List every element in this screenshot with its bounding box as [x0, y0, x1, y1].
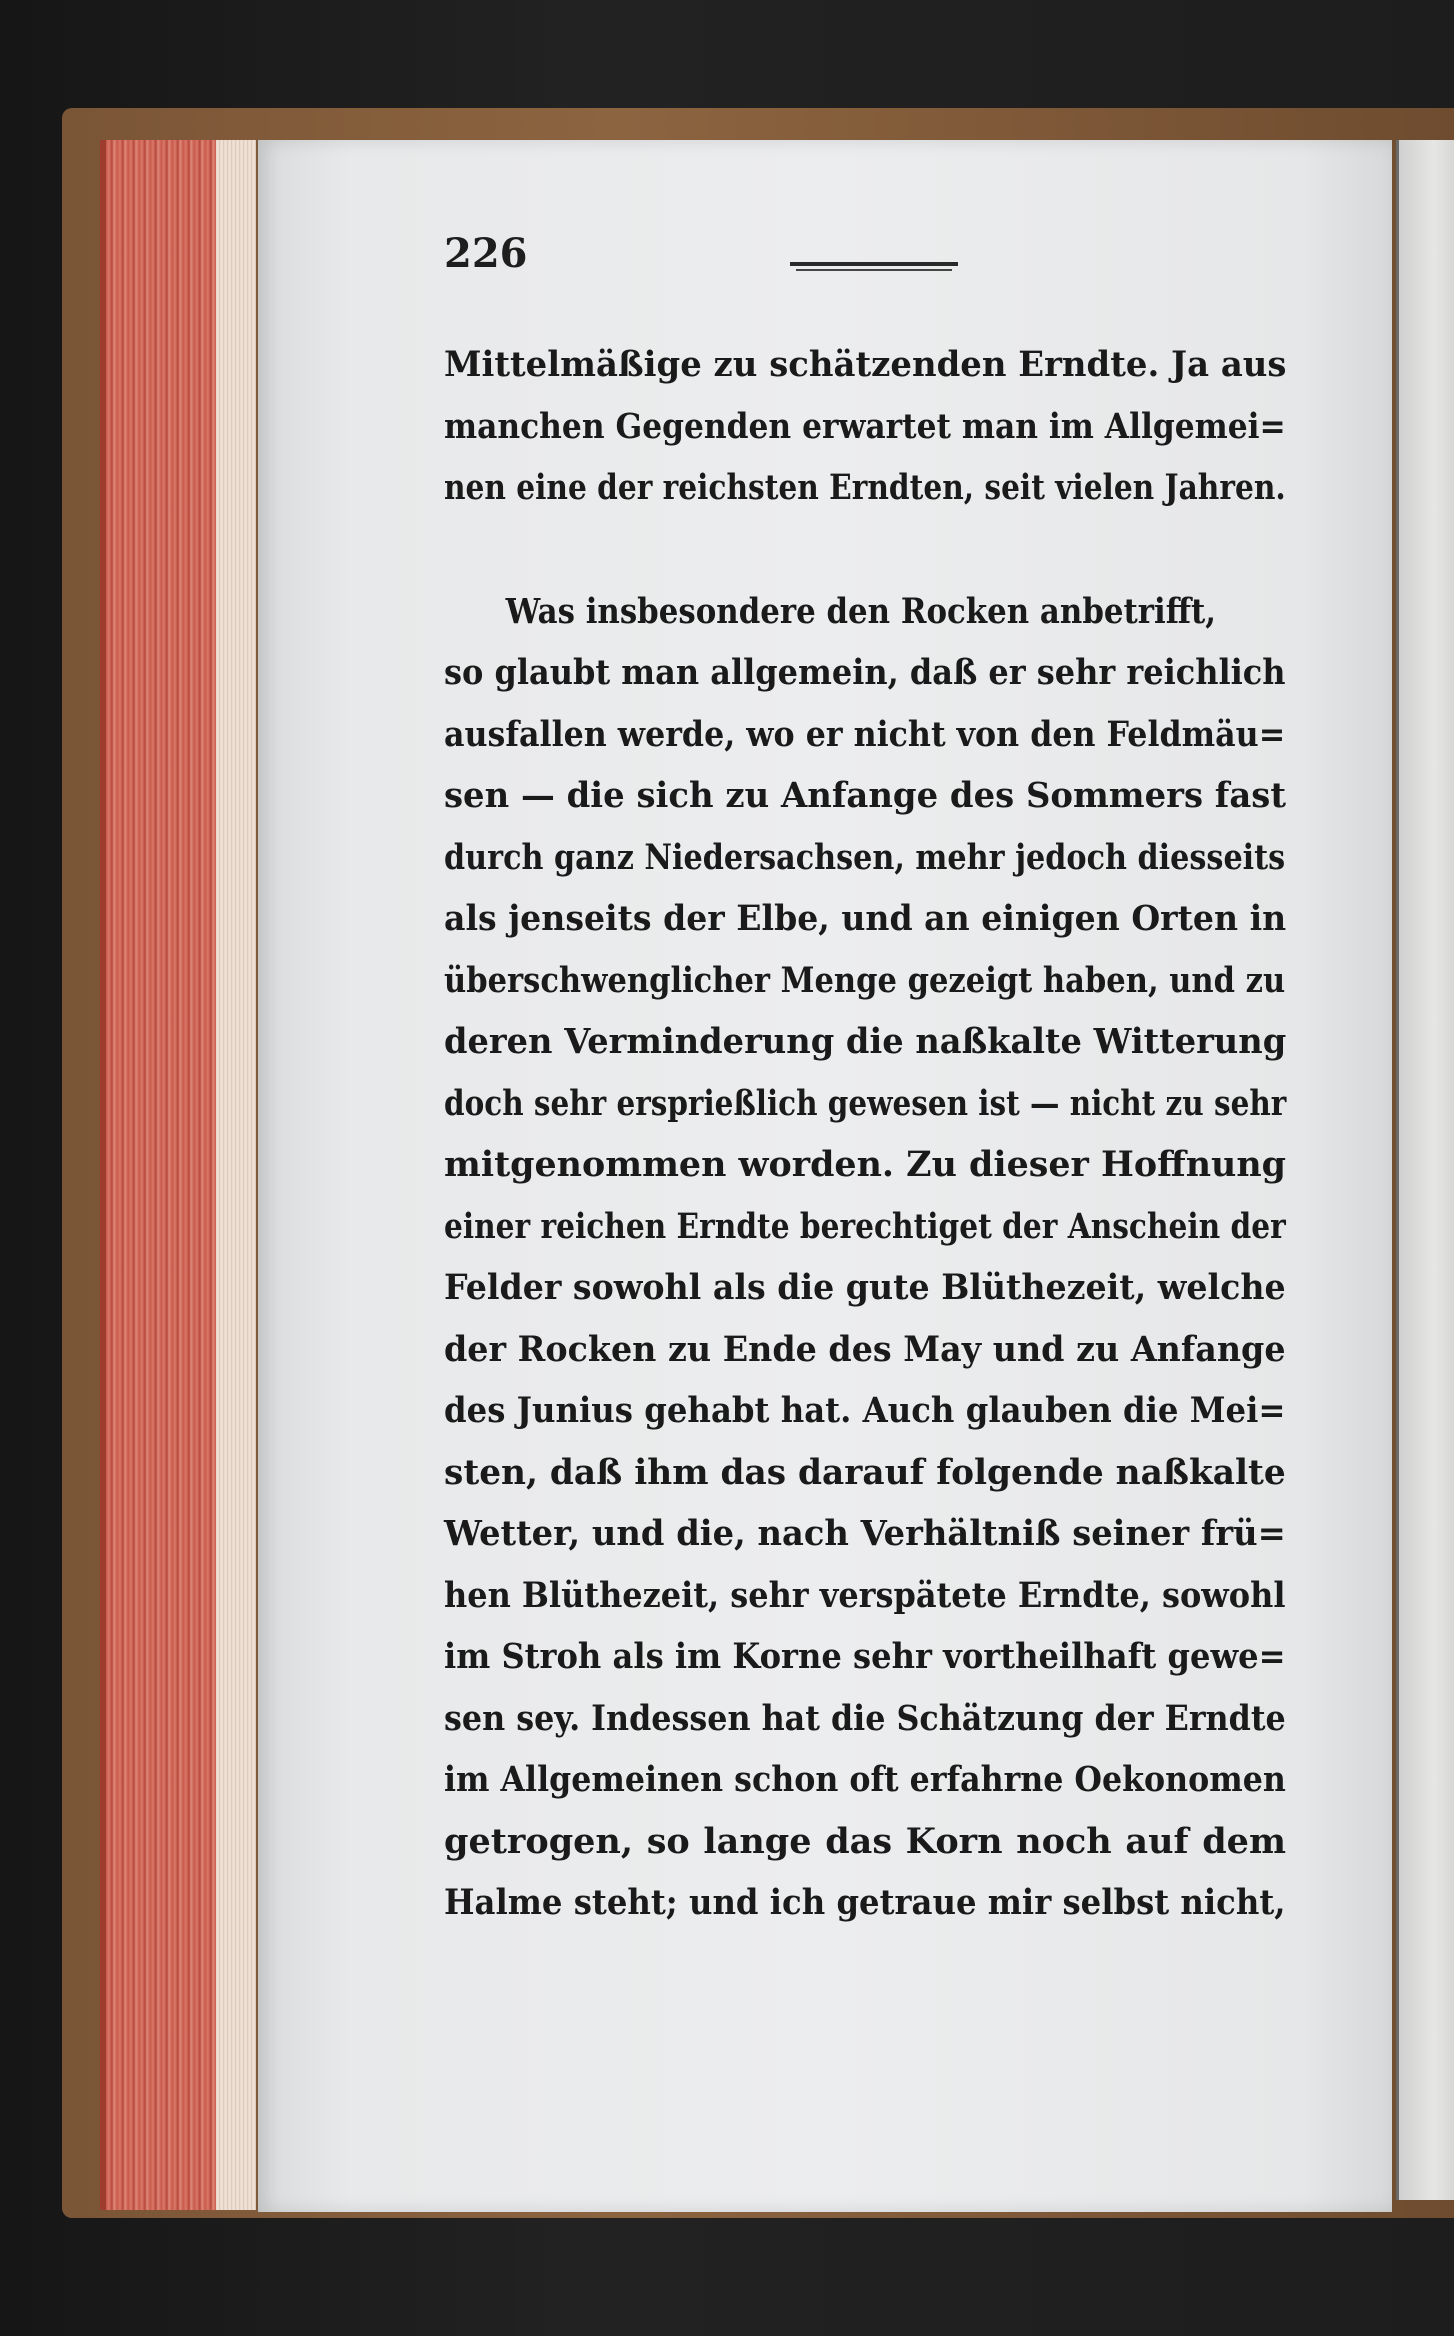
text-line: überschwenglicher Menge gezeigt haben, und zu: [444, 959, 1286, 1001]
text-line: hen Blüthezeit, sehr verspätete Erndte, sowohl: [444, 1574, 1286, 1616]
facing-page: [1396, 140, 1454, 2200]
paragraph-break: [444, 519, 1286, 581]
text-line: Felder sowohl als die gute Blüthezeit, welche: [444, 1267, 1286, 1308]
page-number: 226: [444, 230, 528, 277]
text-line: so glaubt man allgemein, daß er sehr reichlich: [444, 652, 1286, 693]
text-line: Halme steht; und ich getraue mir selbst nicht,: [444, 1882, 1286, 1923]
header-rule: [790, 262, 958, 266]
text-line: doch sehr ersprießlich gewesen ist — nicht zu sehr: [444, 1082, 1287, 1124]
text-line: manchen Gegenden erwartet man im Allgemei=: [444, 405, 1286, 447]
page-edges-light: [216, 140, 256, 2210]
text-line: sen sey. Indessen hat die Schätzung der Erndte: [444, 1697, 1286, 1739]
text-line: im Allgemeinen schon oft erfahrne Oekonomen: [444, 1759, 1286, 1800]
text-line: Mittelmäßige zu schätzenden Erndte. Ja aus: [444, 344, 1287, 385]
text-line: getrogen, so lange das Korn noch auf dem: [444, 1820, 1286, 1862]
text-line: deren Verminderung die naßkalte Witterung: [444, 1021, 1287, 1062]
text-line: ausfallen werde, wo er nicht von den Feldmäu=: [444, 713, 1286, 755]
text-line: durch ganz Niedersachsen, mehr jedoch diesseits: [444, 836, 1286, 878]
page-edges: [100, 140, 256, 2210]
text-line: als jenseits der Elbe, und an einigen Orten in: [444, 898, 1287, 939]
text-line: sten, daß ihm das darauf folgende naßkalte: [444, 1451, 1286, 1493]
text-line: nen eine der reichsten Erndten, seit vielen Jahren.: [444, 467, 1286, 508]
book-page: [258, 140, 1392, 2212]
text-line: im Stroh als im Korne sehr vortheilhaft gewe=: [444, 1636, 1286, 1677]
text-line: einer reichen Erndte berechtiget der Anschein der: [444, 1205, 1286, 1247]
text-line: Was insbesondere den Rocken anbetrifft,: [505, 590, 1216, 632]
body-text: [444, 334, 1286, 1934]
text-line: sen — die sich zu Anfange des Sommers fast: [444, 775, 1286, 816]
text-line: der Rocken zu Ende des May und zu Anfange: [444, 1328, 1286, 1370]
text-line: Wetter, und die, nach Verhältniß seiner frü=: [444, 1513, 1286, 1554]
text-line: mitgenommen worden. Zu dieser Hoffnung: [444, 1144, 1287, 1185]
text-line: des Junius gehabt hat. Auch glauben die Mei=: [444, 1390, 1286, 1431]
